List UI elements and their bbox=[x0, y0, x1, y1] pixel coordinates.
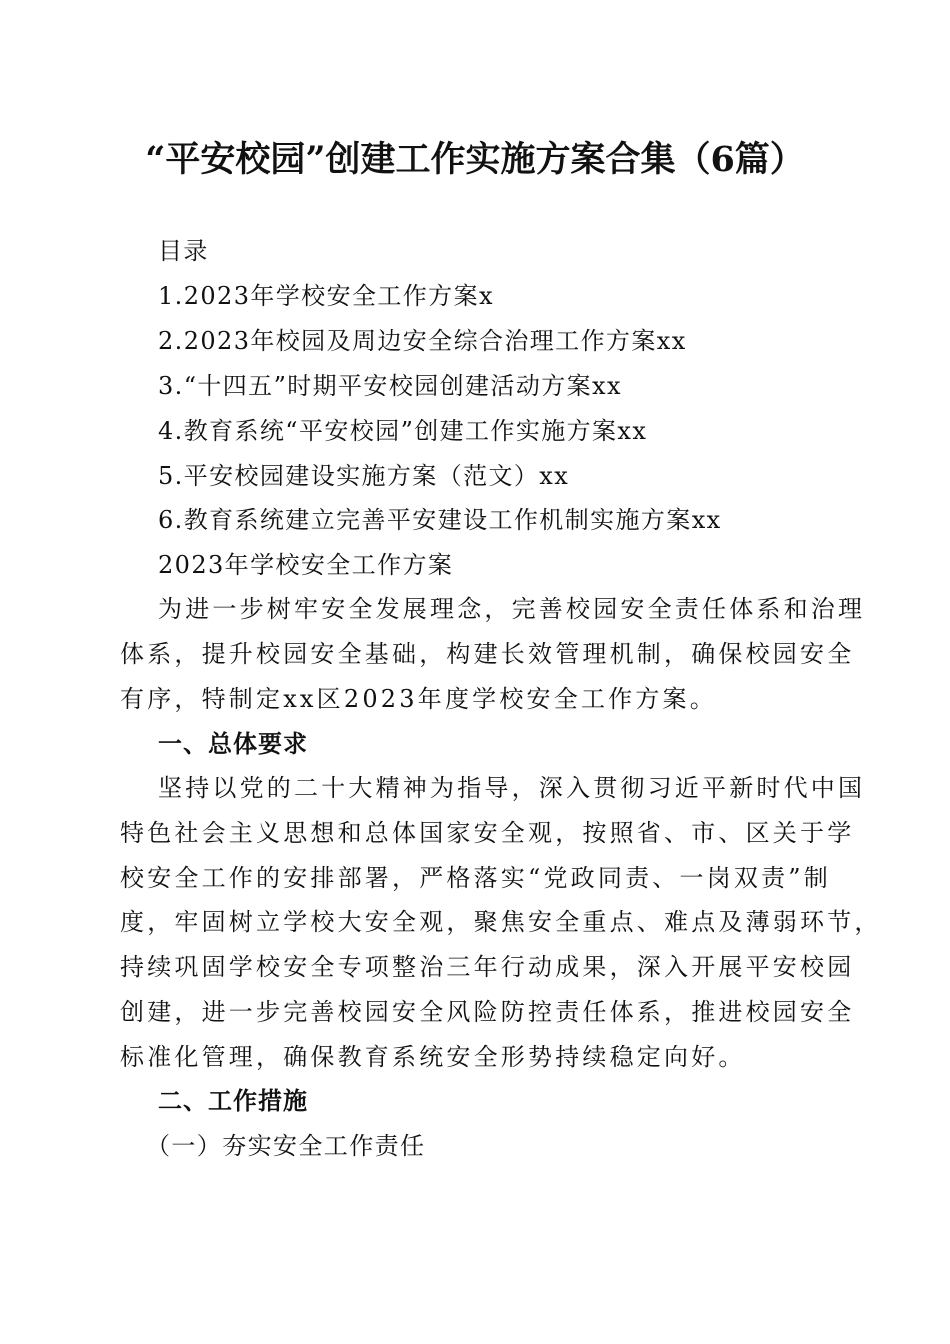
body-line-3: 校安全工作的安排部署，严格落实“党政同责、一岗双责”制 bbox=[120, 864, 831, 892]
body-line-5: 持续巩固学校安全专项整治三年行动成果，深入开展平安校园 bbox=[120, 953, 855, 981]
intro-line-2: 体系，提升校园安全基础，构建长效管理机制，确保校园安全 bbox=[120, 640, 855, 668]
document-title: “平安校园”创建工作实施方案合集（6篇） bbox=[145, 139, 805, 180]
body-line-6: 创建，进一步完善校园安全风险防控责任体系，推进校园安全 bbox=[120, 998, 855, 1026]
toc-item-1: 1.2023年学校安全工作方案x bbox=[158, 282, 494, 310]
section-title: 2023年学校安全工作方案 bbox=[158, 551, 454, 579]
body-line-7: 标准化管理，确保教育系统安全形势持续稳定向好。 bbox=[120, 1043, 746, 1071]
intro-line-1: 为进一步树牢安全发展理念，完善校园安全责任体系和治理 bbox=[158, 595, 866, 623]
body-line-2: 特色社会主义思想和总体国家安全观，按照省、市、区关于学 bbox=[120, 819, 855, 847]
body-line-4: 度，牢固树立学校大安全观，聚焦安全重点、难点及薄弱环节， bbox=[120, 908, 882, 936]
body-line-1: 坚持以党的二十大精神为指导，深入贯彻习近平新时代中国 bbox=[158, 774, 866, 802]
heading-general-requirements: 一、总体要求 bbox=[158, 730, 308, 758]
toc-item-2: 2.2023年校园及周边安全综合治理工作方案xx bbox=[158, 327, 687, 355]
toc-item-4: 4.教育系统“平安校园”创建工作实施方案xx bbox=[158, 417, 648, 445]
toc-heading: 目录 bbox=[158, 237, 209, 265]
toc-item-5: 5.平安校园建设实施方案（范文）xx bbox=[158, 462, 570, 490]
toc-item-3: 3.“十四五”时期平安校园创建活动方案xx bbox=[158, 372, 622, 400]
toc-item-6: 6.教育系统建立完善平安建设工作机制实施方案xx bbox=[158, 506, 722, 534]
heading-work-measures: 二、工作措施 bbox=[158, 1087, 308, 1115]
intro-line-3: 有序，特制定xx区2023年度学校安全工作方案。 bbox=[120, 685, 717, 713]
subheading-safety-responsibility: （一）夯实安全工作责任 bbox=[146, 1132, 426, 1160]
